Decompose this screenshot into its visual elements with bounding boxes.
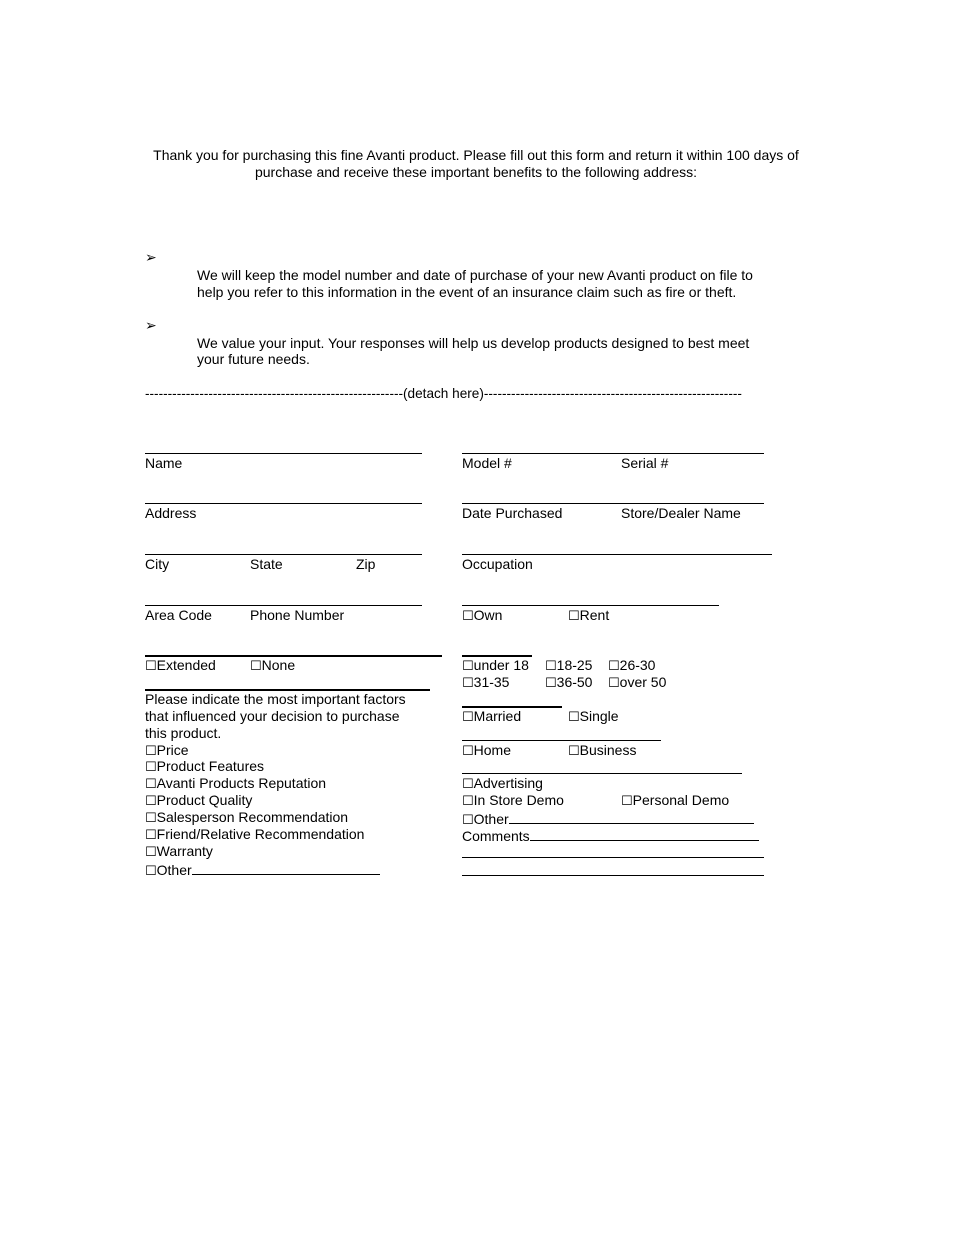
checkbox-icon: ☐: [462, 676, 474, 691]
comments-line-2[interactable]: [462, 857, 764, 858]
residence-divider: [462, 605, 719, 606]
rent-label: Rent: [579, 607, 610, 623]
detach-line: ---------------------------------------------------------(detach here)---------------------------------------------------------: [145, 386, 742, 401]
address-label: Address: [145, 505, 197, 521]
checkbox-icon: ☐: [462, 659, 474, 674]
source-other-label: Other: [473, 811, 509, 827]
factor-label: Product Features: [156, 758, 265, 774]
comments-input[interactable]: [530, 826, 759, 841]
own-label: Own: [473, 607, 503, 623]
factor-label: Product Quality: [156, 792, 253, 808]
intro-text: Thank you for purchasing this fine Avanti product. Please fill out this form and return it within 100 days of purchase and receive these important benefits to the following address:: [153, 147, 799, 180]
checkbox-icon: ☐: [462, 794, 474, 809]
area-code-label: Area Code: [145, 607, 212, 623]
checkbox-icon: ☐: [462, 813, 474, 828]
checkbox-icon: ☐: [608, 676, 620, 691]
date-store-field[interactable]: [462, 503, 764, 504]
checkbox-icon: ☐: [145, 828, 157, 843]
checkbox-icon: ☐: [568, 609, 580, 624]
age-label: 26-30: [619, 657, 656, 673]
business-checkbox[interactable]: [568, 742, 636, 760]
factor-reputation-checkbox[interactable]: [145, 775, 326, 793]
comments-label: Comments: [462, 828, 530, 844]
checkbox-icon: ☐: [145, 659, 157, 674]
age-over-50-checkbox[interactable]: [608, 674, 666, 692]
date-purchased-label: Date Purchased: [462, 505, 563, 521]
checkbox-icon: ☐: [145, 760, 157, 775]
factors-prompt-line-3: this product.: [145, 725, 222, 741]
factor-label: Avanti Products Reputation: [156, 775, 327, 791]
advertising-label: Advertising: [473, 775, 543, 791]
age-label: under 18: [473, 657, 529, 673]
age-36-50-checkbox[interactable]: [545, 674, 592, 692]
business-label: Business: [579, 742, 637, 758]
single-label: Single: [579, 708, 619, 724]
own-checkbox[interactable]: [462, 607, 502, 625]
factor-other-checkbox[interactable]: [145, 860, 380, 880]
in-store-demo-checkbox[interactable]: [462, 792, 564, 810]
advertising-checkbox[interactable]: [462, 775, 543, 793]
extended-label: Extended: [156, 657, 216, 673]
occupation-label: Occupation: [462, 556, 533, 572]
checkbox-icon: ☐: [462, 777, 474, 792]
age-18-25-checkbox[interactable]: [545, 657, 592, 675]
phone-field[interactable]: [145, 605, 422, 606]
bullet-arrow-icon: ➢: [145, 317, 157, 333]
factor-salesperson-checkbox[interactable]: [145, 809, 348, 827]
age-31-35-checkbox[interactable]: [462, 674, 509, 692]
age-label: 36-50: [556, 674, 593, 690]
home-checkbox[interactable]: [462, 742, 511, 760]
zip-label: Zip: [356, 556, 376, 572]
state-label: State: [250, 556, 283, 572]
age-26-30-checkbox[interactable]: [608, 657, 655, 675]
benefit-1-line-2: help you refer to this information in the event of an insurance claim such as fire or theft.: [197, 284, 737, 300]
factor-label: Salesperson Recommendation: [156, 809, 349, 825]
checkbox-icon: ☐: [568, 744, 580, 759]
city-label: City: [145, 556, 170, 572]
model-label: Model #: [462, 455, 512, 471]
checkbox-icon: ☐: [621, 794, 633, 809]
bullet-arrow-icon: ➢: [145, 249, 157, 265]
single-checkbox[interactable]: [568, 708, 619, 726]
factor-other-label: Other: [156, 862, 192, 878]
factor-quality-checkbox[interactable]: [145, 792, 252, 810]
source-other-input[interactable]: [509, 809, 754, 824]
source-divider: [462, 773, 742, 774]
checkbox-icon: ☐: [568, 710, 580, 725]
usage-divider: [462, 740, 661, 741]
married-label: Married: [473, 708, 522, 724]
checkbox-icon: ☐: [250, 659, 262, 674]
comments-line-3[interactable]: [462, 875, 764, 876]
occupation-field[interactable]: [462, 554, 772, 555]
phone-number-label: Phone Number: [250, 607, 345, 623]
checkbox-icon: ☐: [608, 659, 620, 674]
personal-demo-checkbox[interactable]: [621, 792, 729, 810]
factors-prompt-line-1: Please indicate the most important factors: [145, 691, 406, 707]
factor-warranty-checkbox[interactable]: [145, 843, 213, 861]
checkbox-icon: ☐: [145, 864, 157, 879]
age-label: 18-25: [556, 657, 593, 673]
factor-label: Price: [156, 742, 189, 758]
factor-label: Friend/Relative Recommendation: [156, 826, 365, 842]
store-label: Store/Dealer Name: [621, 505, 741, 521]
address-field[interactable]: [145, 503, 422, 504]
checkbox-icon: ☐: [145, 811, 157, 826]
comments-row: [462, 826, 759, 845]
factor-friend-checkbox[interactable]: [145, 826, 364, 844]
in-store-demo-label: In Store Demo: [473, 792, 564, 808]
married-checkbox[interactable]: [462, 708, 521, 726]
factor-features-checkbox[interactable]: [145, 758, 264, 776]
age-under-18-checkbox[interactable]: [462, 657, 529, 675]
serial-label: Serial #: [621, 455, 669, 471]
city-state-zip-field[interactable]: [145, 554, 422, 555]
factor-label: Warranty: [156, 843, 213, 859]
home-label: Home: [473, 742, 512, 758]
benefit-2-line-2: your future needs.: [197, 351, 310, 367]
checkbox-icon: ☐: [145, 744, 157, 759]
checkbox-icon: ☐: [145, 777, 157, 792]
checkbox-icon: ☐: [145, 845, 157, 860]
factor-other-input[interactable]: [192, 860, 380, 875]
personal-demo-label: Personal Demo: [632, 792, 730, 808]
benefit-1-line-1: We will keep the model number and date of purchase of your new Avanti product on file to: [197, 267, 753, 283]
checkbox-icon: ☐: [462, 710, 474, 725]
rent-checkbox[interactable]: [568, 607, 609, 625]
none-checkbox[interactable]: [250, 657, 295, 675]
age-label: 31-35: [473, 674, 510, 690]
extended-checkbox[interactable]: [145, 657, 216, 675]
benefit-2-line-1: We value your input. Your responses will help us develop products designed to best meet: [197, 335, 750, 351]
checkbox-icon: ☐: [462, 609, 474, 624]
checkbox-icon: ☐: [545, 659, 557, 674]
model-serial-field[interactable]: [462, 453, 764, 454]
age-label: over 50: [619, 674, 667, 690]
checkbox-icon: ☐: [545, 676, 557, 691]
none-label: None: [261, 657, 296, 673]
checkbox-icon: ☐: [145, 794, 157, 809]
factors-prompt-line-2: that influenced your decision to purchase: [145, 708, 400, 724]
name-field[interactable]: [145, 453, 422, 454]
checkbox-icon: ☐: [462, 744, 474, 759]
name-label: Name: [145, 455, 183, 471]
